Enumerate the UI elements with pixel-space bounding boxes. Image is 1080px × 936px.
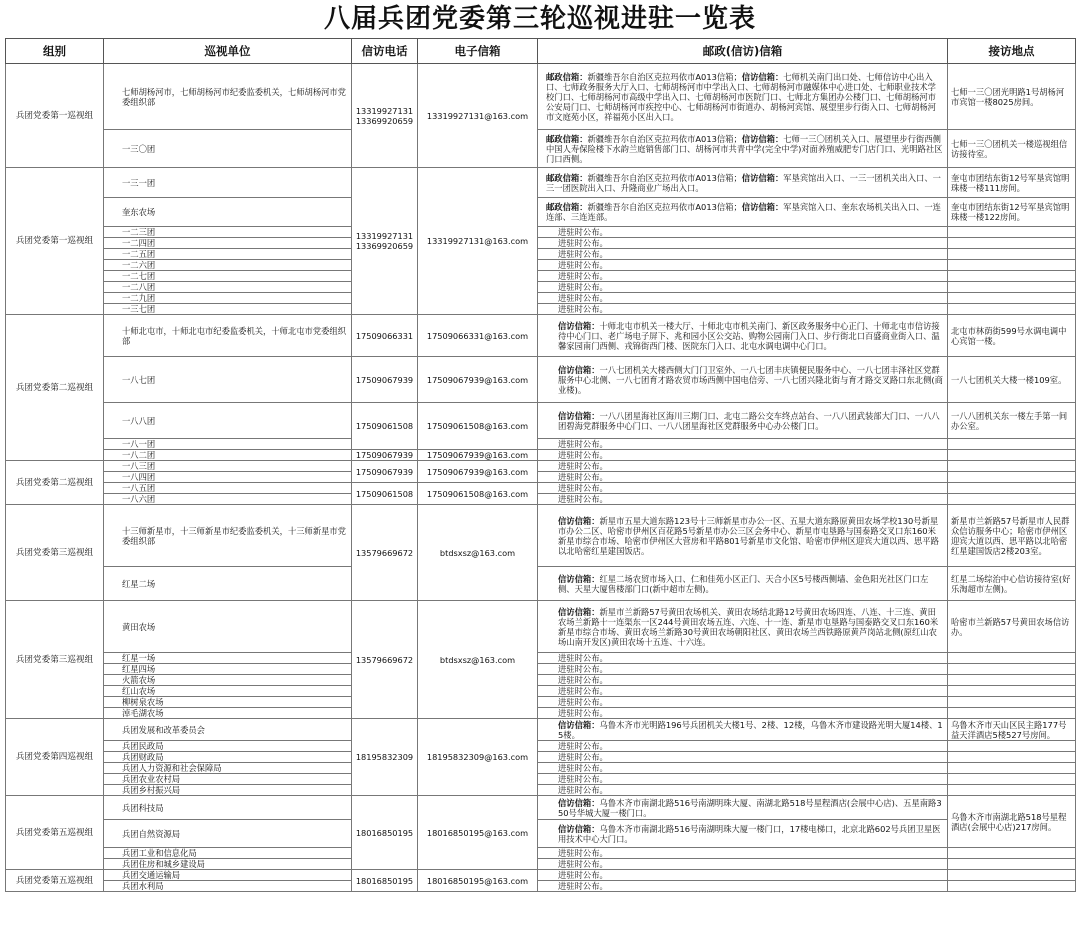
visit-label: 信访信箱： [558, 797, 600, 808]
site-cell [948, 439, 1076, 450]
visit-text: 新星市五星大道东路123号十三师新星市办公一区、五星大道东路原黄田农场学校130号新星市办公二区、哈密市伊州区百花路5号新星市办公三区会务中心、新星市屯垦路与国泰路交叉口东160米新星市综合市场、哈密市伊州区大营房和平路801号新星市文化馆、哈密市伊州区迎宾大道以西、思平路以北哈密红星建国饭店。 [558, 515, 939, 556]
phone-cell: 13579669672 [352, 601, 418, 719]
table-row [6, 439, 1076, 450]
site-cell: 哈密市兰新路57号黄田农场信访办。 [948, 601, 1076, 653]
site-cell [948, 881, 1076, 892]
unit-cell: 一二三团 [104, 227, 352, 238]
unit-cell: 一三〇团 [104, 130, 352, 168]
site-cell [948, 752, 1076, 763]
postbox-cell: 进驻时公布。 [538, 483, 948, 494]
table-row [6, 260, 1076, 271]
post-text: 新疆维吾尔自治区克拉玛依市A013信箱； [587, 71, 742, 82]
email-cell: 17509061508@163.com [418, 483, 538, 505]
unit-cell: 兵团人力资源和社会保障局 [104, 763, 352, 774]
table-header-row [6, 39, 1076, 64]
visit-label: 信访信箱： [741, 71, 784, 82]
site-cell [948, 483, 1076, 494]
visit-label: 信访信箱： [558, 719, 600, 730]
unit-cell: 一二七团 [104, 271, 352, 282]
site-cell [948, 870, 1076, 881]
site-cell: 一八七团机关大楼一楼109室。 [948, 357, 1076, 403]
group-cell: 兵团党委第二巡视组 [6, 461, 104, 505]
email-cell: 17509061508@163.com [418, 403, 538, 450]
table-row [6, 820, 1076, 848]
table-row [6, 796, 1076, 820]
postbox-cell [538, 719, 948, 741]
postbox-cell [538, 567, 948, 601]
postbox-cell: 进驻时公布。 [538, 675, 948, 686]
site-cell [948, 304, 1076, 315]
table-row [6, 653, 1076, 664]
unit-cell: 十三师新星市，十三师新星市纪委监委机关，十三师新星市党委组织部 [104, 505, 352, 567]
table-row [6, 238, 1076, 249]
unit-cell: 红山农场 [104, 686, 352, 697]
table-row [6, 848, 1076, 859]
unit-cell: 一八七团 [104, 357, 352, 403]
postbox-cell [538, 315, 948, 357]
postbox-cell: 进驻时公布。 [538, 494, 948, 505]
header-phone: 信访电话 [352, 39, 418, 64]
site-cell [948, 664, 1076, 675]
postbox-cell: 进驻时公布。 [538, 697, 948, 708]
phone-cell: 17509061508 [352, 403, 418, 450]
table-row [6, 293, 1076, 304]
postbox-cell [538, 820, 948, 848]
site-cell [948, 227, 1076, 238]
site-cell [948, 763, 1076, 774]
email-cell: btdsxsz@163.com [418, 601, 538, 719]
header-postbox: 邮政(信访)信箱 [538, 39, 948, 64]
post-label: 邮政信箱： [546, 172, 588, 183]
email-cell: btdsxsz@163.com [418, 505, 538, 601]
postbox-cell [538, 601, 948, 653]
table-row [6, 785, 1076, 796]
group-cell: 兵团党委第三巡视组 [6, 505, 104, 601]
site-cell [948, 293, 1076, 304]
table-row [6, 168, 1076, 198]
table-row [6, 881, 1076, 892]
postbox-cell: 进驻时公布。 [538, 708, 948, 719]
site-cell [948, 494, 1076, 505]
site-cell: 乌鲁木齐市南湖北路518号星程酒店(会展中心店)217房间。 [948, 796, 1076, 848]
unit-cell: 一八三团 [104, 461, 352, 472]
table-row [6, 357, 1076, 403]
unit-cell: 兵团科技局 [104, 796, 352, 820]
phone-cell: 18195832309 [352, 719, 418, 796]
table-row [6, 675, 1076, 686]
postbox-cell: 进驻时公布。 [538, 461, 948, 472]
table-row [6, 752, 1076, 763]
table-row [6, 763, 1076, 774]
site-cell: 乌鲁木齐市天山区民主路177号益天洋酒店5楼527号房间。 [948, 719, 1076, 741]
table-row [6, 664, 1076, 675]
table-row [6, 461, 1076, 472]
postbox-cell: 进驻时公布。 [538, 227, 948, 238]
unit-cell: 红星四场 [104, 664, 352, 675]
postbox-cell: 进驻时公布。 [538, 450, 948, 461]
post-text: 新疆维吾尔自治区克拉玛依市A013信箱； [587, 202, 742, 212]
site-cell [948, 859, 1076, 870]
postbox-cell: 进驻时公布。 [538, 870, 948, 881]
unit-cell: 十师北屯市，十师北屯市纪委监委机关，十师北屯市党委组织部 [104, 315, 352, 357]
visit-text: 乌鲁木齐市南湖北路516号南湖明珠大厦一楼门口，17楼电梯口，北京北路602号兵团卫星医用技术中心大门口。 [558, 823, 941, 844]
visit-label: 信访信箱： [558, 515, 600, 526]
postbox-cell: 进驻时公布。 [538, 271, 948, 282]
post-text: 新疆维吾尔自治区克拉玛依市A013信箱； [587, 133, 742, 144]
postbox-cell: 进驻时公布。 [538, 304, 948, 315]
phone-cell: 13319927131 13369920659 [352, 168, 418, 315]
site-cell [948, 238, 1076, 249]
visit-text: 红星二场农贸市场入口、仁和佳苑小区正门、天合小区5号楼西侧墙、金色阳光社区门口左侧、天星大厦售楼部门口(新中超市左侧)。 [558, 573, 929, 594]
email-cell: 18195832309@163.com [418, 719, 538, 796]
visit-label: 信访信箱： [741, 133, 784, 144]
unit-cell: 柳树泉农场 [104, 697, 352, 708]
postbox-cell: 进驻时公布。 [538, 763, 948, 774]
email-cell: 13319927131@163.com [418, 168, 538, 315]
unit-cell: 兵团交通运输局 [104, 870, 352, 881]
postbox-cell [538, 403, 948, 439]
phone-cell: 17509067939 [352, 450, 418, 461]
phone-cell: 17509067939 [352, 461, 418, 483]
visit-label: 信访信箱： [558, 364, 600, 375]
unit-cell: 火箭农场 [104, 675, 352, 686]
postbox-cell: 进驻时公布。 [538, 249, 948, 260]
table-row [6, 403, 1076, 439]
table-row [6, 859, 1076, 870]
postbox-cell: 进驻时公布。 [538, 439, 948, 450]
postbox-cell [538, 505, 948, 567]
visit-text: 七师机关南门出口处、七师信访中心出入口、七师政务服务大厅入口、七师胡杨河市中学出入口、七师胡杨河市融媒体中心进口处、七师职业技术学校门口、七师胡杨河市高级中学出入口、七师胡杨河市医院门口、七师北方集团办公楼门口、七师胡杨河市公安局门口、七师胡杨河市疾控中心、七师胡杨河市街道办、胡杨河宾馆、展望里步行街入口、七师胡杨河市文庭苑小区，祥福苑小区出入口。 [546, 71, 936, 122]
unit-cell: 兵团自然资源局 [104, 820, 352, 848]
post-label: 邮政信箱： [546, 71, 588, 82]
postbox-cell: 进驻时公布。 [538, 653, 948, 664]
unit-cell: 一二六团 [104, 260, 352, 271]
table-row [6, 774, 1076, 785]
phone-cell: 17509067939 [352, 357, 418, 403]
visit-text: 一八七团机关大楼西侧大门门卫室外、一八七团丰庆镇便民服务中心、一八七团丰泽社区党群服务中心北侧、一八七团育才路农贸市场西侧中国电信旁、一八七团兴隆北街与育才路交叉路口东北侧(商业楼)。 [558, 364, 943, 395]
table-row [6, 271, 1076, 282]
site-cell: 北屯市林荫街599号水调电调中心宾馆一楼。 [948, 315, 1076, 357]
post-label: 邮政信箱： [546, 202, 588, 212]
table-row [6, 450, 1076, 461]
table-row [6, 686, 1076, 697]
postbox-cell: 进驻时公布。 [538, 881, 948, 892]
visit-label: 信访信箱： [741, 202, 784, 212]
site-cell [948, 260, 1076, 271]
table-row [6, 708, 1076, 719]
table-row [6, 719, 1076, 741]
postbox-cell [538, 168, 948, 198]
table-row [6, 227, 1076, 238]
table-row [6, 282, 1076, 293]
unit-cell: 一二五团 [104, 249, 352, 260]
postbox-cell: 进驻时公布。 [538, 752, 948, 763]
unit-cell: 红星一场 [104, 653, 352, 664]
table-row [6, 494, 1076, 505]
header-unit: 巡视单位 [104, 39, 352, 64]
table-row [6, 601, 1076, 653]
group-cell: 兵团党委第四巡视组 [6, 719, 104, 796]
table-row [6, 130, 1076, 168]
postbox-cell: 进驻时公布。 [538, 293, 948, 304]
email-cell: 18016850195@163.com [418, 796, 538, 870]
site-cell [948, 675, 1076, 686]
unit-cell: 兵团水利局 [104, 881, 352, 892]
page-title: 八届兵团党委第三轮巡视进驻一览表 [323, 4, 756, 34]
postbox-cell: 进驻时公布。 [538, 774, 948, 785]
unit-cell: 一二九团 [104, 293, 352, 304]
unit-cell: 兵团住房和城乡建设局 [104, 859, 352, 870]
site-cell: 一八八团机关东一楼左手第一间办公室。 [948, 403, 1076, 439]
postbox-cell: 进驻时公布。 [538, 859, 948, 870]
phone-cell: 17509066331 [352, 315, 418, 357]
postbox-cell: 进驻时公布。 [538, 472, 948, 483]
table-row [6, 505, 1076, 567]
visit-text: 乌鲁木齐市光明路196号兵团机关大楼1号、2楼、12楼，乌鲁木齐市建设路光明大厦14楼、15楼。 [558, 719, 943, 740]
table-row [6, 741, 1076, 752]
site-cell: 七师一三〇团光明路1号胡杨河市宾馆一楼8025房间。 [948, 64, 1076, 130]
unit-cell: 兵团财政局 [104, 752, 352, 763]
site-cell [948, 282, 1076, 293]
site-cell [948, 653, 1076, 664]
visit-label: 信访信箱： [558, 606, 600, 617]
group-cell: 兵团党委第五巡视组 [6, 796, 104, 870]
email-cell: 17509066331@163.com [418, 315, 538, 357]
site-cell [948, 697, 1076, 708]
unit-cell: 淖毛湖农场 [104, 708, 352, 719]
phone-cell: 18016850195 [352, 796, 418, 870]
unit-cell: 一八八团 [104, 403, 352, 439]
visit-label: 信访信箱： [558, 320, 600, 331]
site-cell [948, 785, 1076, 796]
postbox-cell: 进驻时公布。 [538, 741, 948, 752]
visit-label: 信访信箱： [558, 410, 600, 421]
email-cell: 17509067939@163.com [418, 450, 538, 461]
inspection-table [5, 38, 1076, 892]
table-row [6, 64, 1076, 130]
unit-cell: 兵团工业和信息化局 [104, 848, 352, 859]
unit-cell: 兵团农业农村局 [104, 774, 352, 785]
table-row [6, 249, 1076, 260]
postbox-cell: 进驻时公布。 [538, 848, 948, 859]
site-cell [948, 708, 1076, 719]
group-cell: 兵团党委第一巡视组 [6, 64, 104, 168]
unit-cell: 一八二团 [104, 450, 352, 461]
table-row [6, 870, 1076, 881]
table-row [6, 304, 1076, 315]
post-text: 新疆维吾尔自治区克拉玛依市A013信箱； [587, 172, 742, 183]
table-row [6, 198, 1076, 227]
visit-text: 军垦宾馆入口、奎东农场机关出入口、一连连部、三连连部。 [546, 202, 941, 222]
postbox-cell [538, 357, 948, 403]
unit-cell: 兵团发展和改革委员会 [104, 719, 352, 741]
phone-cell: 18016850195 [352, 870, 418, 892]
group-cell: 兵团党委第五巡视组 [6, 870, 104, 892]
table-row [6, 697, 1076, 708]
unit-cell: 奎东农场 [104, 198, 352, 227]
site-cell: 七师一三〇团机关一楼巡视组信访接待室。 [948, 130, 1076, 168]
visit-label: 信访信箱： [558, 823, 600, 834]
site-cell [948, 848, 1076, 859]
site-cell: 红星二场综治中心信访接待室(好乐淘超市左侧)。 [948, 567, 1076, 601]
unit-cell: 兵团民政局 [104, 741, 352, 752]
postbox-cell: 进驻时公布。 [538, 686, 948, 697]
site-cell [948, 774, 1076, 785]
visit-label: 信访信箱： [741, 172, 784, 183]
email-cell: 17509067939@163.com [418, 461, 538, 483]
site-cell [948, 450, 1076, 461]
unit-cell: 一八一团 [104, 439, 352, 450]
header-site: 接访地点 [948, 39, 1076, 64]
visit-text: 七师一三〇团机关入口、展望里步行街西侧中国人寿保险楼下水韵兰庭销售部门口、胡杨河市共青中学(完全中学)对面养殖威肥专门店门口、光明路社区门口西侧。 [546, 133, 943, 164]
unit-cell: 七师胡杨河市，七师胡杨河市纪委监委机关，七师胡杨河市党委组织部 [104, 64, 352, 130]
site-cell [948, 461, 1076, 472]
postbox-cell: 进驻时公布。 [538, 238, 948, 249]
unit-cell: 一八六团 [104, 494, 352, 505]
unit-cell: 一三一团 [104, 168, 352, 198]
phone-cell: 17509061508 [352, 483, 418, 505]
visit-text: 乌鲁木齐市南湖北路516号南湖明珠大厦、南湖北路518号星程酒店(会展中心店)、五星南路350号华城大厦一楼门口。 [558, 797, 942, 818]
postbox-cell: 进驻时公布。 [538, 664, 948, 675]
postbox-cell: 进驻时公布。 [538, 282, 948, 293]
site-cell: 奎屯市团结东街12号军垦宾馆明珠楼一楼122房间。 [948, 198, 1076, 227]
email-cell: 17509067939@163.com [418, 357, 538, 403]
site-cell [948, 741, 1076, 752]
unit-cell: 黄田农场 [104, 601, 352, 653]
group-cell: 兵团党委第二巡视组 [6, 315, 104, 461]
group-cell: 兵团党委第一巡视组 [6, 168, 104, 315]
postbox-cell [538, 198, 948, 227]
site-cell [948, 472, 1076, 483]
postbox-cell [538, 796, 948, 820]
post-label: 邮政信箱： [546, 133, 588, 144]
postbox-cell [538, 64, 948, 130]
phone-cell: 13579669672 [352, 505, 418, 601]
site-cell [948, 271, 1076, 282]
unit-cell: 一二八团 [104, 282, 352, 293]
visit-label: 信访信箱： [558, 573, 600, 584]
site-cell: 奎屯市团结东街12号军垦宾馆明珠楼一楼111房间。 [948, 168, 1076, 198]
header-email: 电子信箱 [418, 39, 538, 64]
site-cell: 新星市兰新路57号新星市人民群众信访服务中心；哈密市伊州区迎宾大道以西、思平路以北哈密红星建国饭店2楼203室。 [948, 505, 1076, 567]
group-cell: 兵团党委第三巡视组 [6, 601, 104, 719]
email-cell: 13319927131@163.com [418, 64, 538, 168]
phone-cell: 13319927131 13369920659 [352, 64, 418, 168]
header-group: 组别 [6, 39, 104, 64]
table-row [6, 483, 1076, 494]
unit-cell: 红星二场 [104, 567, 352, 601]
postbox-cell: 进驻时公布。 [538, 785, 948, 796]
unit-cell: 一二四团 [104, 238, 352, 249]
visit-text: 军垦宾馆出入口、一三一团机关出入口、一三一团医院出入口、升隆商业广场出入口。 [546, 172, 941, 193]
site-cell [948, 249, 1076, 260]
unit-cell: 一三七团 [104, 304, 352, 315]
unit-cell: 一八五团 [104, 483, 352, 494]
postbox-cell [538, 130, 948, 168]
visit-text: 十师北屯市机关一楼大厅、十师北屯市机关南门、新区政务服务中心正门、十师北屯市信访接待中心门口、老广场电子屏下、兆和园小区公交站、购物公园南门入口、步行街北口百盛商业街入口、温馨家园南门西侧、戎锦街西门楼、医院东门入口、北屯水调电调中心门口。 [558, 320, 940, 351]
email-cell: 18016850195@163.com [418, 870, 538, 892]
unit-cell: 兵团乡村振兴局 [104, 785, 352, 796]
table-row [6, 472, 1076, 483]
site-cell [948, 686, 1076, 697]
visit-text: 新星市兰新路57号黄田农场机关、黄田农场结北路12号黄田农场四连、八连、十三连、黄田农场兰新路十一连渠东一区244号黄田农场五连、六连、十一连、新星市屯垦路与国泰路交叉口东160米新星市综合市场、黄田农场兰新路30号黄田农场朝阳社区、黄田农场兰西铁路原黄芦岗站北侧(原红山农场山南开发区)黄田农场十五连、十六连。 [558, 606, 939, 647]
table-row [6, 315, 1076, 357]
postbox-cell: 进驻时公布。 [538, 260, 948, 271]
unit-cell: 一八四团 [104, 472, 352, 483]
visit-text: 一八八团星海社区海川三期门口、北屯二路公交车终点站台、一八八团武装部大门口、一八八团碧海党群服务中心门口、一八八团星海社区党群服务中心办公楼门口。 [558, 410, 940, 431]
table-row [6, 567, 1076, 601]
